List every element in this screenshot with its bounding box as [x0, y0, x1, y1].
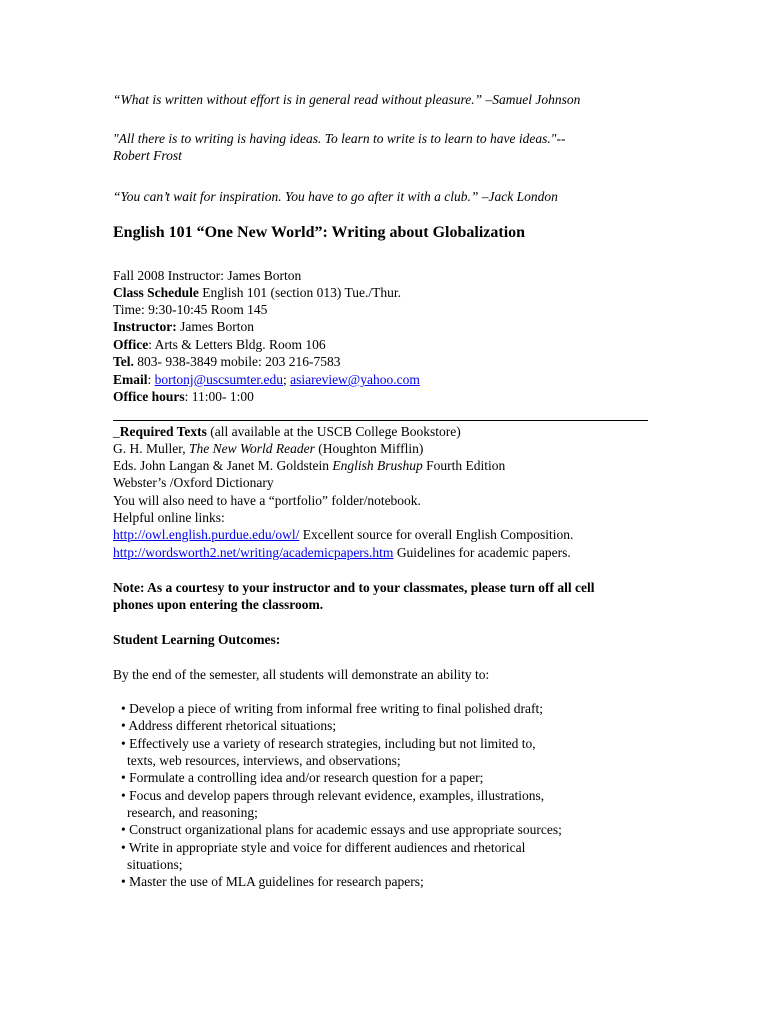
- list-item: • Address different rhetorical situations;: [121, 718, 337, 733]
- quote-london: “You can’t wait for inspiration. You have to go after it with a club.” –Jack London: [113, 189, 558, 204]
- term-line: Fall 2008 Instructor: James Borton: [113, 268, 302, 283]
- instructor-line: [113, 318, 254, 335]
- class-schedule-value: English 101 (section 013) Tue./Thur.: [198, 285, 402, 300]
- time-line: Time: 9:30-10:45 Room 145: [113, 302, 268, 317]
- list-item: • Develop a piece of writing from informal free writing to final polished draft;: [121, 701, 543, 716]
- required-texts-note: (all available at the USCB College Bookstore): [206, 424, 461, 439]
- list-item: • Construct organizational plans for academic essays and use appropriate sources;: [121, 822, 562, 837]
- list-item: • Formulate a controlling idea and/or research question for a paper;: [121, 770, 484, 785]
- link-line-owl: [113, 526, 573, 543]
- list-item-continuation: texts, web resources, interviews, and observations;: [127, 753, 401, 768]
- horizontal-rule: [113, 420, 648, 421]
- list-item: • Write in appropriate style and voice for different audiences and rhetorical: [121, 840, 526, 855]
- instructor-label: Instructor:: [113, 319, 177, 334]
- list-item-continuation: situations;: [127, 857, 183, 872]
- book-dictionary: Webster’s /Oxford Dictionary: [113, 475, 274, 490]
- required-texts-label: Required Texts: [119, 424, 207, 439]
- email-line: [113, 371, 420, 388]
- office-hours-value: : 11:00- 1:00: [184, 389, 254, 404]
- book2-editors: Eds. John Langan & Janet M. Goldstein: [113, 458, 333, 473]
- email-label: Email: [113, 372, 148, 387]
- link-wordsworth[interactable]: http://wordsworth2.net/writing/academicpapers.htm: [113, 545, 394, 560]
- outcomes-intro: By the end of the semester, all students will demonstrate an ability to:: [113, 667, 490, 682]
- link-owl-description: Excellent source for overall English Composition.: [299, 527, 574, 542]
- quote-frost: "All there is to writing is having ideas. To learn to write is to learn to have ideas."--: [113, 131, 566, 146]
- office-line: [113, 336, 326, 353]
- required-texts-line: [113, 423, 461, 440]
- class-schedule-label: Class Schedule: [113, 285, 199, 300]
- quote-frost-author: Robert Frost: [113, 148, 182, 163]
- list-item: • Master the use of MLA guidelines for research papers;: [121, 874, 424, 889]
- list-item: • Focus and develop papers through relevant evidence, examples, illustrations,: [121, 788, 545, 803]
- office-hours-line: [113, 388, 254, 405]
- book1-title: The New World Reader: [188, 441, 315, 456]
- office-hours-label: Office hours: [113, 389, 185, 404]
- email-separator: ;: [282, 372, 291, 387]
- course-title: English 101 “One New World”: Writing about Globalization: [113, 224, 526, 241]
- link-line-wordsworth: [113, 544, 571, 561]
- tel-label: Tel.: [113, 354, 134, 369]
- link-wordsworth-description: Guidelines for academic papers.: [393, 545, 571, 560]
- book-new-world-reader: [113, 440, 423, 457]
- tel-value: 803- 938-3849 mobile: 203 216-7583: [133, 354, 341, 369]
- office-value: : Arts & Letters Bldg. Room 106: [148, 337, 326, 352]
- links-heading: Helpful online links:: [113, 510, 225, 525]
- book1-publisher: (Houghton Mifflin): [314, 441, 424, 456]
- required-texts-prefix: _: [113, 424, 120, 439]
- book2-title: English Brushup: [332, 458, 423, 473]
- book-english-brushup: [113, 457, 505, 474]
- outcomes-heading: Student Learning Outcomes:: [113, 632, 281, 647]
- email-link-asiareview[interactable]: asiareview@yahoo.com: [290, 372, 420, 387]
- book2-edition: Fourth Edition: [422, 458, 506, 473]
- instructor-value: James Borton: [176, 319, 254, 334]
- quote-johnson: “What is written without effort is in general read without pleasure.” –Samuel Johnson: [113, 92, 581, 107]
- book1-author: G. H. Muller,: [113, 441, 189, 456]
- list-item-continuation: research, and reasoning;: [127, 805, 258, 820]
- email-separator: :: [147, 372, 155, 387]
- list-item: • Effectively use a variety of research strategies, including but not limited to,: [121, 736, 536, 751]
- portfolio-line: You will also need to have a “portfolio” folder/notebook.: [113, 493, 421, 508]
- note-line-2: phones upon entering the classroom.: [113, 597, 324, 612]
- note-line-1: Note: As a courtesy to your instructor and to your classmates, please turn off all cell: [113, 580, 595, 595]
- tel-line: [113, 353, 341, 370]
- class-schedule-line: [113, 284, 401, 301]
- email-link-uscsumter[interactable]: bortonj@uscsumter.edu: [154, 372, 283, 387]
- office-label: Office: [113, 337, 149, 352]
- link-owl-purdue[interactable]: http://owl.english.purdue.edu/owl/: [113, 527, 300, 542]
